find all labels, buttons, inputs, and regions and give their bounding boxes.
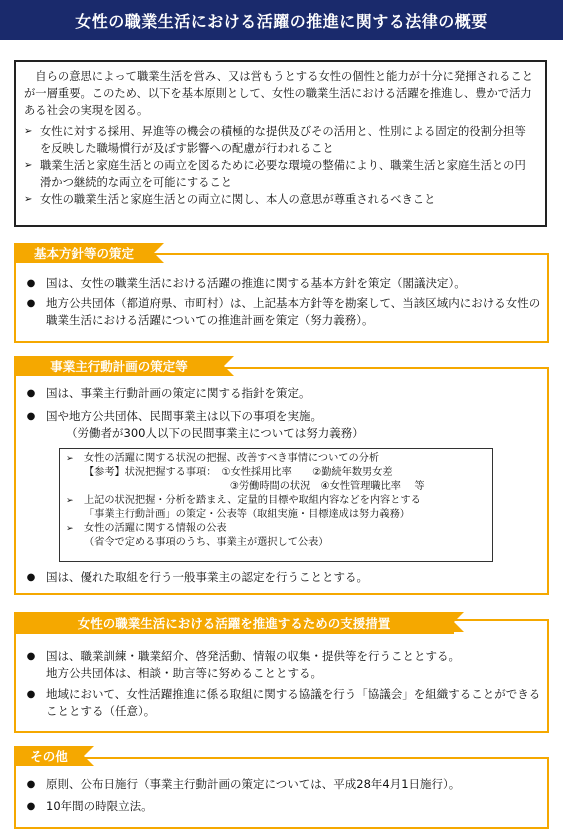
bullet-icon: ●: [26, 388, 36, 399]
plan-detail-item: ➢ 女性の活躍に関する状況の把握、改善すべき事情についての分析 【参考】状況把握する事項： ①女性採用比率 ②勤続年数男女差 ③労働時間の状況 ④女性管理職比率 等: [66, 453, 425, 492]
arrow-icon: ➢: [66, 524, 74, 534]
section-plan-footer: [16, 569, 544, 586]
principle-text: 女性の職業生活と家庭生活との両立に関し、本人の意思が尊重されるべきこと: [40, 193, 436, 206]
arrow-icon: ➢: [66, 496, 74, 506]
bullet-icon: ●: [26, 411, 36, 422]
section-other-body: [16, 776, 544, 815]
arrow-icon: ➢: [66, 454, 74, 464]
list-item: ● 国は、事業主行動計画の策定に関する指針を策定。: [16, 385, 544, 402]
plan-detail-item: ➢ 女性の活躍に関する情報の公表 （省令で定める事項のうち、事業主が選択して公表）: [66, 523, 329, 548]
arrow-icon: ➢: [24, 160, 33, 171]
principle-item: [24, 191, 537, 208]
principle-text: 女性に対する採用、昇進等の機会の積極的な提供及びその活用と、性別による固定的役割分担等を反映した職場慣行が及ぼす影響への配慮が行われること: [40, 125, 526, 155]
bullet-icon: ●: [26, 801, 36, 812]
list-item: ● 国は、職業訓練・職業紹介、啓発活動、情報の収集・提供等を行うこととする。: [16, 648, 544, 665]
list-item: ● 10年間の時限立法。: [16, 798, 544, 815]
list-note: 地方公共団体は、相談・助言等に努めることとする。: [46, 666, 322, 680]
principle-item: [24, 123, 537, 157]
list-item: ● 地方公共団体（都道府県、市町村）は、上記基本方針等を勘案して、当該区域内における女性の職業生活における活躍についての推進計画を策定（努力義務）。: [16, 295, 544, 329]
list-item: ● 地域において、女性活躍推進に係る取組に関する協議を行う「協議会」を組織することができることとする（任意）。: [16, 686, 544, 720]
bullet-icon: ●: [26, 689, 36, 700]
bullet-icon: ●: [26, 651, 36, 662]
list-item: ● 原則、公布日施行（事業主行動計画の策定については、平成28年4月1日施行）。: [16, 776, 544, 793]
list-item: ● 国や地方公共団体、民間事業主は以下の事項を実施。: [16, 408, 544, 425]
section-other-title: その他: [14, 746, 84, 766]
bullet-icon: ●: [26, 298, 36, 309]
intro-box: [14, 60, 547, 227]
section-basic-title: 基本方針等の策定: [14, 243, 154, 263]
section-plan-body: [16, 385, 544, 442]
bullet-icon: ●: [26, 572, 36, 583]
bullet-icon: ●: [26, 278, 36, 289]
principle-text: 職業生活と家庭生活との両立を図るために必要な環境の整備により、職業生活と家庭生活との円滑かつ継続的な両立を可能にすること: [40, 159, 526, 189]
section-support-title: 女性の職業生活における活躍を推進するための支援措置: [14, 612, 454, 634]
section-basic-body: [16, 275, 544, 329]
list-note: （労働者が300人以下の民間事業主については努力義務）: [66, 426, 364, 440]
arrow-icon: ➢: [24, 126, 33, 137]
arrow-icon: ➢: [24, 194, 33, 205]
section-plan-title: 事業主行動計画の策定等: [14, 356, 224, 376]
bullet-icon: ●: [26, 779, 36, 790]
principle-item: [24, 157, 537, 191]
list-item: ● 国は、女性の職業生活における活躍の推進に関する基本方針を策定（閣議決定）。: [16, 275, 544, 292]
list-item: ● 国は、優れた取組を行う一般事業主の認定を行うこととする。: [16, 569, 544, 586]
page-title: 女性の職業生活における活躍の推進に関する法律の概要: [0, 0, 563, 40]
section-support-body: [16, 648, 544, 720]
plan-details-box: [59, 448, 493, 562]
intro-paragraph: 自らの意思によって職業生活を営み、又は営もうとする女性の個性と能力が十分に発揮されることが一層重要。このため、以下を基本原則として、女性の職業生活における活躍を推進し、豊かで活力ある社会の実現を図る。: [24, 70, 534, 117]
plan-detail-item: ➢ 上記の状況把握・分析を踏まえ、定量的目標や取組内容などを内容とする 「事業主行動計画」の策定・公表等（取組実施・目標達成は努力義務）: [66, 495, 421, 520]
